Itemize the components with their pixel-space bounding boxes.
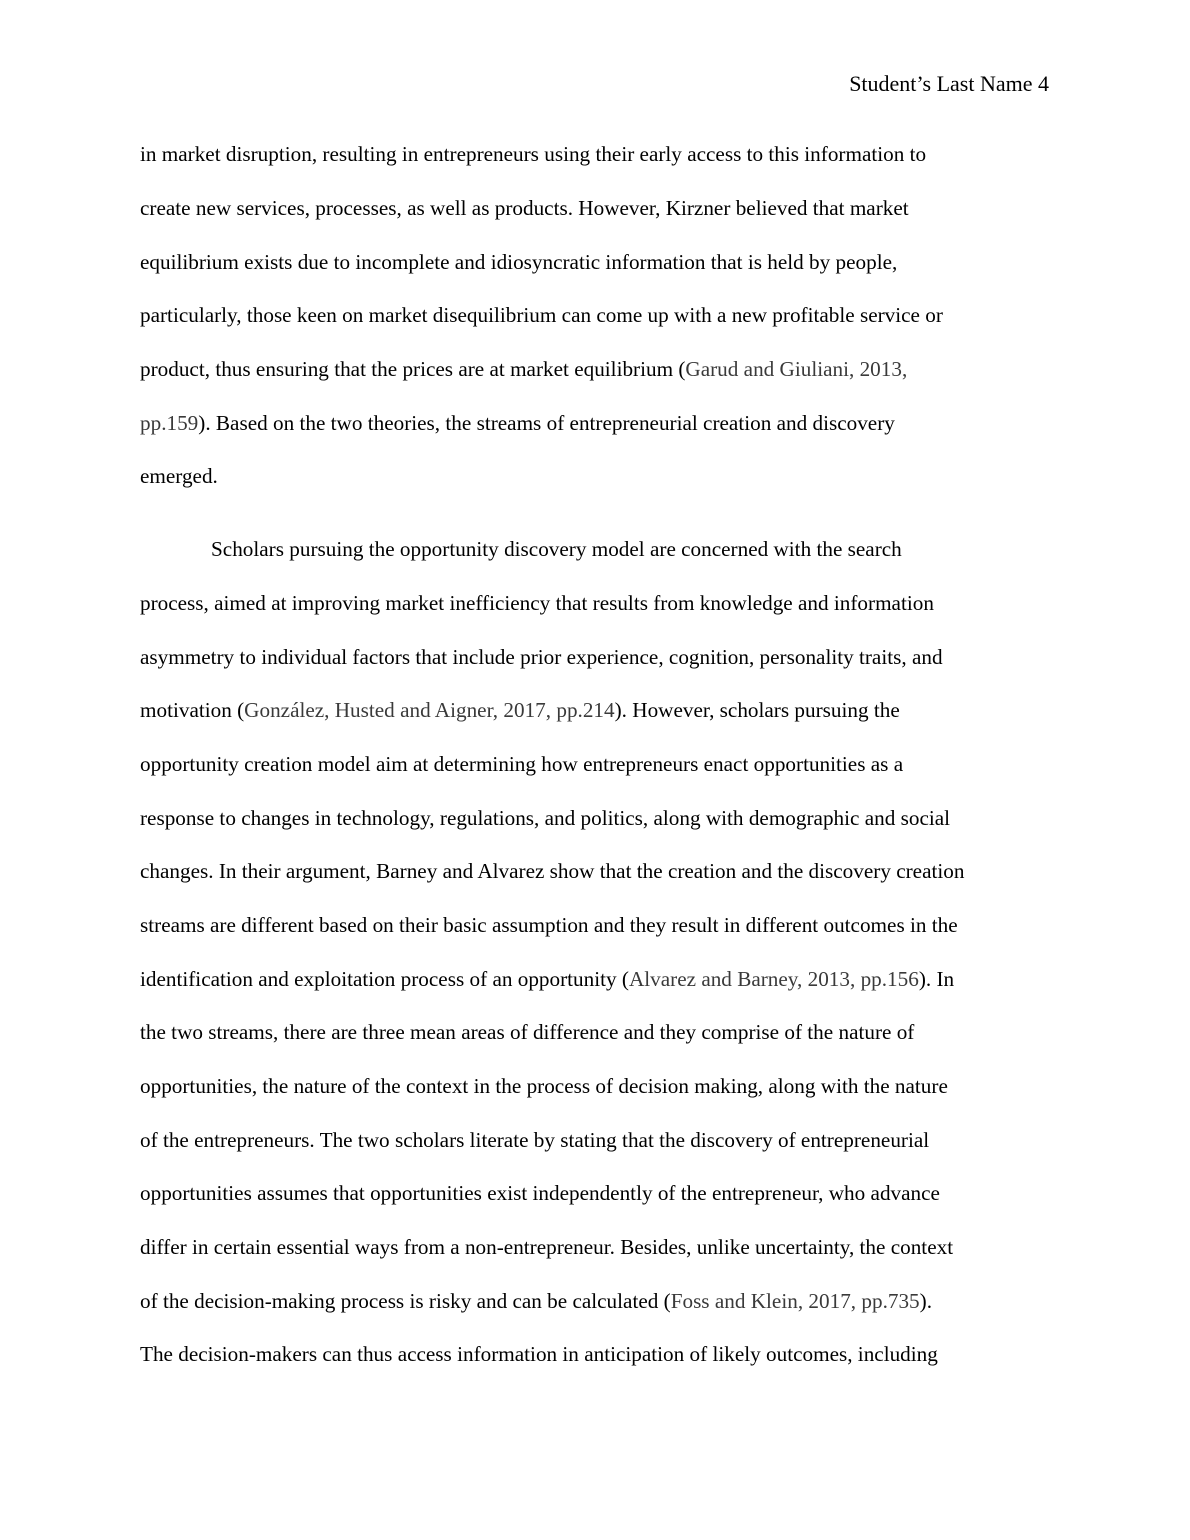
citation: González, Husted and Aigner, 2017, pp.214 [244, 698, 615, 722]
text-line: the two streams, there are three mean areas of difference and they comprise of the nature of [140, 1020, 915, 1044]
text-line [140, 696, 900, 724]
text-line: The decision-makers can thus access information in anticipation of likely outcomes, including [140, 1342, 938, 1366]
citation: pp.159 [140, 411, 199, 435]
text-line: asymmetry to individual factors that include prior experience, cognition, personality traits, and [140, 645, 943, 669]
citation: Garud and Giuliani, 2013, [685, 357, 908, 381]
text-line [140, 965, 954, 993]
text-run: ). In [918, 967, 955, 991]
text-line: response to changes in technology, regulations, and politics, along with demographic and social [140, 806, 951, 830]
citation: Foss and Klein, 2017, pp.735 [670, 1289, 920, 1313]
text-run: ). [919, 1289, 932, 1313]
text-run: ). However, scholars pursuing the [614, 698, 900, 722]
text-line: equilibrium exists due to incomplete and idiosyncratic information that is held by people, [140, 250, 898, 274]
text-line: opportunities assumes that opportunities exist independently of the entrepreneur, who advance [140, 1181, 940, 1205]
text-line: emerged. [140, 464, 218, 488]
text-line: in market disruption, resulting in entrepreneurs using their early access to this information to [140, 142, 927, 166]
text-run: motivation ( [140, 698, 245, 722]
text-run: of the decision-making process is risky and can be calculated ( [140, 1289, 671, 1313]
text-line: streams are different based on their basic assumption and they result in different outcomes in the [140, 913, 958, 937]
running-head: Student’s Last Name 4 [849, 71, 1049, 96]
text-line [140, 1287, 932, 1315]
text-line: opportunities, the nature of the context in the process of decision making, along with the nature [140, 1074, 948, 1098]
text-line: process, aimed at improving market inefficiency that results from knowledge and information [140, 591, 934, 615]
text-line: differ in certain essential ways from a non-entrepreneur. Besides, unlike uncertainty, the context [140, 1235, 954, 1259]
text-run: product, thus ensuring that the prices are at market equilibrium ( [140, 357, 686, 381]
text-line: create new services, processes, as well as products. However, Kirzner believed that market [140, 196, 909, 220]
text-run: ). Based on the two theories, the streams of entrepreneurial creation and discovery [198, 411, 895, 435]
text-line [140, 355, 907, 383]
text-line: Scholars pursuing the opportunity discovery model are concerned with the search [211, 537, 902, 561]
text-line [140, 409, 895, 437]
text-run: identification and exploitation process of an opportunity ( [140, 967, 629, 991]
citation: Alvarez and Barney, 2013, pp.156 [628, 967, 919, 991]
text-line: opportunity creation model aim at determining how entrepreneurs enact opportunities as a [140, 752, 904, 776]
text-line: changes. In their argument, Barney and Alvarez show that the creation and the discovery creation [140, 859, 965, 883]
text-line: particularly, those keen on market disequilibrium can come up with a new profitable service or [140, 303, 943, 327]
text-line: of the entrepreneurs. The two scholars literate by stating that the discovery of entrepreneurial [140, 1128, 930, 1152]
